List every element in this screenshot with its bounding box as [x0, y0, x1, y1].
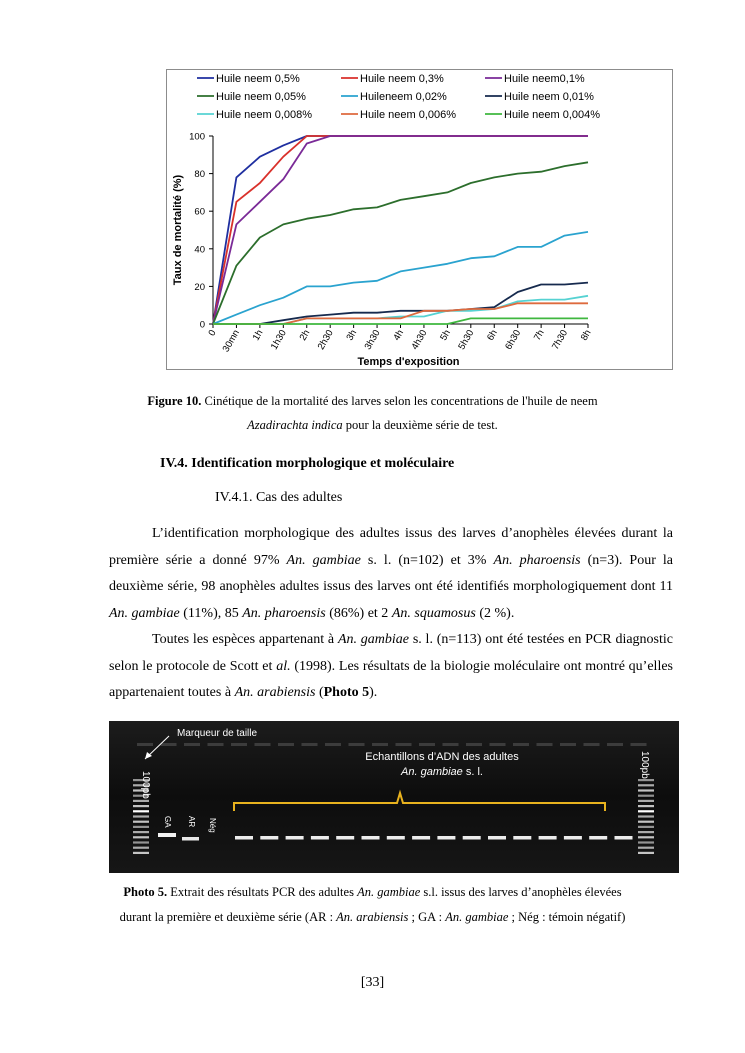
y-tick-label: 0: [199, 319, 205, 331]
sample-band: [286, 836, 304, 840]
figure-10-caption-line2: [0, 418, 745, 433]
sample-band: [235, 836, 253, 840]
ladder-band: [133, 831, 149, 833]
gel-well: [490, 743, 506, 746]
ladder-band: [133, 821, 149, 823]
gel-well: [208, 743, 224, 746]
text-run: s.l. issus des larves d’anophèles élevées: [420, 885, 622, 899]
sample-band: [539, 836, 557, 840]
paragraph-2: [109, 627, 673, 707]
x-tick-label: 3h: [344, 328, 360, 343]
lane-ar-label: AR: [187, 816, 196, 828]
ladder-band: [638, 821, 654, 823]
sample-band: [589, 836, 607, 840]
section-heading: IV.4. Identification morphologique et moléculaire: [160, 456, 455, 471]
species-name: An. gambiae: [357, 885, 421, 899]
x-tick-label: 2h: [297, 328, 313, 343]
photo-5-caption: [0, 885, 745, 900]
series-line: [213, 136, 588, 324]
y-tick-label: 20: [194, 281, 205, 293]
species-name: An. squamosus: [391, 605, 476, 621]
x-tick-label: 5h30: [456, 328, 477, 352]
x-tick-label: 4h30: [409, 328, 430, 352]
species-name: An. gambiae: [445, 910, 509, 924]
series-line: [213, 136, 588, 324]
gel-well: [161, 743, 177, 746]
sample-band: [412, 836, 430, 840]
ladder-band: [133, 800, 149, 802]
x-tick-label: 0: [206, 328, 219, 339]
ladder-band: [638, 836, 654, 838]
lane-neg-label: Nég: [208, 818, 217, 833]
ladder-band: [638, 789, 654, 791]
sample-band: [564, 836, 582, 840]
species-name: An. gambiae: [337, 632, 410, 647]
y-tick-label: 40: [194, 244, 205, 256]
gel-well: [302, 743, 318, 746]
gel-image: [109, 721, 679, 873]
gel-well: [443, 743, 459, 746]
sample-band: [387, 836, 405, 840]
legend-label: Huile neem 0,008%: [216, 109, 313, 121]
ladder-band: [638, 841, 654, 843]
gel-well: [560, 743, 576, 746]
ladder-band: [133, 805, 149, 807]
y-axis-label: Taux de mortalité (%): [172, 174, 184, 286]
x-tick-label: 8h: [578, 328, 594, 343]
ladder-band: [133, 826, 149, 828]
x-tick-label: 1h: [250, 328, 266, 343]
x-tick-label: 1h30: [268, 328, 289, 352]
gel-well: [513, 743, 529, 746]
photo-5-caption-line2: [0, 910, 745, 925]
subsection-heading: IV.4.1. Cas des adultes: [215, 490, 343, 505]
photo-label: Photo 5.: [123, 885, 168, 899]
control-band-ga: [158, 833, 176, 837]
text-run: (1998). Les résultats de la biologie moléculaire ont montré qu’elles appartenaient toutes à: [109, 658, 673, 700]
x-tick-label: 6h: [485, 328, 500, 343]
figure-caption-text: Cinétique de la mortalité des larves selon les concentrations de l'huile de neem: [201, 394, 598, 408]
text-run: Toutes les espèces appartenant à: [152, 632, 338, 647]
ladder-left-label: 100pb: [140, 771, 151, 799]
ladder-band: [638, 810, 654, 812]
ladder-band: [133, 841, 149, 843]
species-name: An. arabiensis: [336, 910, 409, 924]
ladder-band: [638, 852, 654, 854]
x-tick-label: 6h30: [503, 328, 524, 352]
samples-label: Echantillons d’ADN des adultes: [365, 751, 519, 763]
text-run: ; Nég : témoin négatif): [508, 910, 626, 924]
sample-band: [615, 836, 633, 840]
y-tick-label: 80: [194, 169, 205, 181]
x-tick-label: 7h30: [550, 328, 571, 352]
text-run: L’identification morphologique des adultes issus des larves d’anophèles élevées durant la première série a donné 97%: [109, 526, 673, 568]
control-band-ar: [182, 837, 199, 841]
legend-label: Huile neem 0,5%: [216, 73, 300, 85]
species-name: An. pharoensis: [242, 605, 326, 621]
x-tick-label: 2h30: [315, 328, 336, 352]
ladder-band: [638, 779, 654, 781]
species-name: An. arabiensis: [234, 685, 316, 700]
gel-well: [184, 743, 200, 746]
gel-well: [349, 743, 365, 746]
species-name: An. gambiae: [286, 552, 361, 568]
text-run: (: [315, 685, 324, 700]
text-run: ).: [369, 685, 378, 700]
gel-well: [231, 743, 247, 746]
sample-band: [463, 836, 481, 840]
gel-well: [137, 743, 153, 746]
ladder-right-label: 100pb: [639, 751, 650, 779]
samples-suffix: s. l.: [462, 766, 483, 778]
sample-band: [336, 836, 354, 840]
text-run: (n=3). Pour la deuxième série, 98 anophèles adultes issus des larves ont été identifiés morphologiquement dont 11: [109, 552, 674, 594]
x-tick-label: 7h: [531, 328, 547, 343]
legend-label: Huile neem 0,3%: [360, 73, 444, 85]
text-run: (11%), 85: [179, 605, 243, 621]
figure-label: Figure 10.: [147, 394, 202, 408]
ladder-band: [133, 847, 149, 849]
figure-10-caption: [0, 394, 745, 409]
x-axis-label: Temps d'exposition: [357, 356, 460, 368]
paragraph-1: [109, 521, 673, 627]
sample-band: [513, 836, 531, 840]
ladder-band: [638, 784, 654, 786]
line-chart: [167, 70, 674, 371]
series-line: [213, 303, 588, 324]
gel-well: [419, 743, 435, 746]
species-name: An. pharoensis: [493, 552, 581, 568]
text-run: s. l. (n=113) ont été testées en PCR diagnostic selon le protocole de Scott et: [109, 632, 673, 674]
figure-caption-species: Azadirachta indica: [247, 418, 343, 432]
sample-band: [260, 836, 278, 840]
ladder-right: [638, 779, 654, 854]
ladder-band: [638, 831, 654, 833]
figure-caption-text2: pour la deuxième série de test.: [342, 418, 498, 432]
ladder-band: [638, 800, 654, 802]
y-tick-label: 60: [194, 206, 205, 218]
figure-10-chart: [166, 69, 673, 370]
legend-label: Huile neem 0,006%: [360, 109, 457, 121]
ladder-band: [638, 795, 654, 797]
gel-well: [396, 743, 412, 746]
ladder-band: [638, 805, 654, 807]
x-tick-label: 4h: [391, 328, 407, 343]
gel-well: [631, 743, 647, 746]
ladder-band: [638, 847, 654, 849]
gel-well: [278, 743, 294, 746]
ladder-band: [133, 852, 149, 854]
gel-well: [325, 743, 341, 746]
samples-species: An. gambiae: [401, 766, 463, 778]
ladder-band: [133, 836, 149, 838]
ladder-band: [638, 815, 654, 817]
text-run: s. l. (n=102) et 3%: [360, 552, 494, 568]
ladder-band: [133, 810, 149, 812]
x-tick-label: 3h30: [362, 328, 383, 352]
ladder-band: [133, 815, 149, 817]
text-run: (86%) et 2: [325, 605, 392, 621]
text-run: durant la première et deuxième série (AR :: [119, 910, 337, 924]
legend-label: Huile neem 0,05%: [216, 91, 306, 103]
series-line: [213, 296, 588, 324]
sample-band: [311, 836, 329, 840]
text-run: ; GA :: [408, 910, 446, 924]
y-tick-label: 100: [189, 131, 205, 143]
gel-well: [537, 743, 553, 746]
gel-well: [584, 743, 600, 746]
legend-label: Huile neem 0,01%: [504, 91, 594, 103]
ladder-band: [638, 826, 654, 828]
gel-electrophoresis-photo: [109, 721, 679, 873]
page-number: [33]: [360, 975, 385, 990]
x-tick-label: 5h: [438, 328, 453, 343]
sample-band: [437, 836, 455, 840]
lane-ga-label: GA: [163, 816, 172, 828]
text-italic: al.: [276, 658, 291, 674]
sample-band: [362, 836, 380, 840]
legend-label: Huile neem 0,004%: [504, 109, 601, 121]
text-run: Extrait des résultats PCR des adultes: [167, 885, 358, 899]
text-run: (2 %).: [475, 605, 515, 621]
x-tick-label: 30mn: [220, 328, 243, 355]
marker-label: Marqueur de taille: [177, 728, 258, 739]
sample-band: [488, 836, 506, 840]
legend-label: Huile neem0,1%: [504, 73, 585, 85]
legend-label: Huileneem 0,02%: [360, 91, 447, 103]
gel-well: [607, 743, 623, 746]
gel-well: [255, 743, 271, 746]
gel-well: [466, 743, 482, 746]
series-line: [213, 136, 588, 324]
photo-reference: Photo 5: [323, 685, 370, 700]
samples-species-label: [400, 766, 483, 778]
gel-well: [372, 743, 388, 746]
species-name: An. gambiae: [109, 605, 180, 621]
